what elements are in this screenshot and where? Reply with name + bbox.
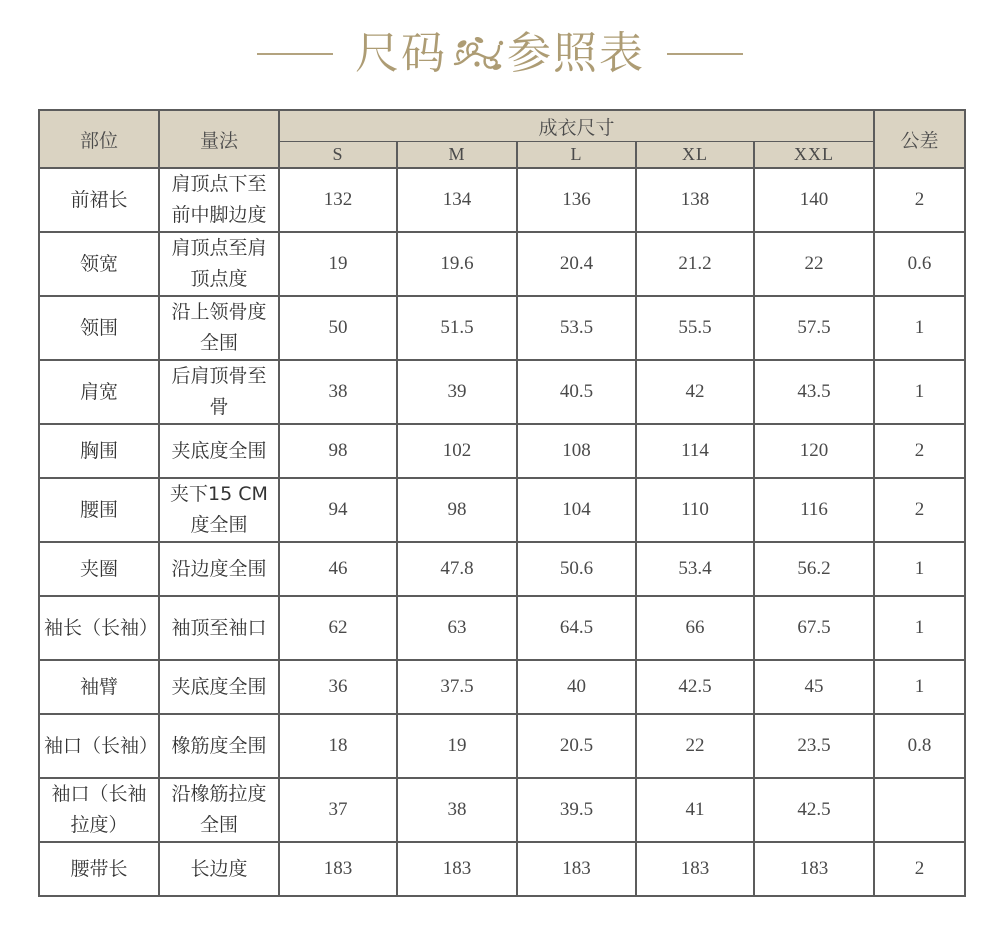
- tolerance-cell: 2: [874, 424, 965, 478]
- size-value-cell: 50.6: [517, 542, 636, 596]
- size-value-cell: 183: [279, 842, 397, 896]
- size-value-cell: 64.5: [517, 596, 636, 660]
- part-cell: 肩宽: [39, 360, 159, 424]
- title-divider-right: [667, 53, 743, 55]
- method-cell: 沿边度全围: [159, 542, 279, 596]
- size-value-cell: 116: [754, 478, 874, 542]
- tolerance-cell: 2: [874, 168, 965, 232]
- table-row: [39, 542, 965, 596]
- size-value-cell: 23.5: [754, 714, 874, 778]
- size-value-cell: 42.5: [636, 660, 754, 714]
- table-row: [39, 714, 965, 778]
- size-header-m: M: [397, 142, 517, 169]
- size-value-cell: 45: [754, 660, 874, 714]
- size-value-cell: 38: [279, 360, 397, 424]
- size-value-cell: 134: [397, 168, 517, 232]
- size-value-cell: 46: [279, 542, 397, 596]
- part-cell: 腰带长: [39, 842, 159, 896]
- size-value-cell: 19: [397, 714, 517, 778]
- tolerance-cell: 2: [874, 842, 965, 896]
- tolerance-cell: 2: [874, 478, 965, 542]
- method-cell: 夹底度全围: [159, 660, 279, 714]
- table-body: [39, 168, 965, 896]
- method-cell: 沿上领骨度全围: [159, 296, 279, 360]
- table-row: [39, 360, 965, 424]
- table-row: [39, 778, 965, 842]
- size-value-cell: 140: [754, 168, 874, 232]
- tolerance-cell: 1: [874, 296, 965, 360]
- size-value-cell: 40.5: [517, 360, 636, 424]
- part-cell: 前裙长: [39, 168, 159, 232]
- size-value-cell: 19: [279, 232, 397, 296]
- size-value-cell: 94: [279, 478, 397, 542]
- method-cell: 沿橡筋拉度全围: [159, 778, 279, 842]
- title-divider-left: [257, 53, 333, 55]
- size-value-cell: 40: [517, 660, 636, 714]
- size-value-cell: 37.5: [397, 660, 517, 714]
- table-row: [39, 660, 965, 714]
- floral-swirl-icon: [449, 34, 505, 74]
- method-cell: 后肩顶骨至骨: [159, 360, 279, 424]
- table-row: [39, 478, 965, 542]
- size-value-cell: 66: [636, 596, 754, 660]
- title-right-text: 参照表: [507, 28, 645, 79]
- size-value-cell: 98: [279, 424, 397, 478]
- part-cell: 袖口（长袖）: [39, 714, 159, 778]
- table-header: [39, 110, 965, 168]
- size-value-cell: 136: [517, 168, 636, 232]
- size-value-cell: 36: [279, 660, 397, 714]
- size-value-cell: 41: [636, 778, 754, 842]
- table-row: [39, 168, 965, 232]
- size-value-cell: 43.5: [754, 360, 874, 424]
- size-value-cell: 20.4: [517, 232, 636, 296]
- size-value-cell: 22: [636, 714, 754, 778]
- part-cell: 袖臂: [39, 660, 159, 714]
- size-value-cell: 104: [517, 478, 636, 542]
- size-header-l: L: [517, 142, 636, 169]
- size-value-cell: 42: [636, 360, 754, 424]
- size-value-cell: 42.5: [754, 778, 874, 842]
- size-chart-table: [38, 109, 966, 897]
- tolerance-cell: 0.8: [874, 714, 965, 778]
- part-cell: 袖长（长袖）: [39, 596, 159, 660]
- size-value-cell: 20.5: [517, 714, 636, 778]
- size-value-cell: 183: [754, 842, 874, 896]
- size-value-cell: 67.5: [754, 596, 874, 660]
- part-cell: 袖口（长袖拉度）: [39, 778, 159, 842]
- col-header-method: 量法: [159, 110, 279, 168]
- size-value-cell: 56.2: [754, 542, 874, 596]
- tolerance-cell: 1: [874, 360, 965, 424]
- table-row: [39, 596, 965, 660]
- table-row: [39, 842, 965, 896]
- size-header-xl: XL: [636, 142, 754, 169]
- size-value-cell: 19.6: [397, 232, 517, 296]
- tolerance-cell: [874, 778, 965, 842]
- col-header-tolerance: 公差: [874, 110, 965, 168]
- part-cell: 夹圈: [39, 542, 159, 596]
- method-cell: 长边度: [159, 842, 279, 896]
- size-value-cell: 21.2: [636, 232, 754, 296]
- size-value-cell: 183: [517, 842, 636, 896]
- method-cell: 袖顶至袖口: [159, 596, 279, 660]
- size-value-cell: 183: [397, 842, 517, 896]
- part-cell: 领围: [39, 296, 159, 360]
- method-cell: 夹下15 CM度全围: [159, 478, 279, 542]
- page-title: [355, 28, 645, 79]
- size-value-cell: 55.5: [636, 296, 754, 360]
- size-header-xxl: XXL: [754, 142, 874, 169]
- part-cell: 领宽: [39, 232, 159, 296]
- size-value-cell: 138: [636, 168, 754, 232]
- size-value-cell: 108: [517, 424, 636, 478]
- size-value-cell: 98: [397, 478, 517, 542]
- size-value-cell: 51.5: [397, 296, 517, 360]
- size-value-cell: 39.5: [517, 778, 636, 842]
- table-row: [39, 296, 965, 360]
- tolerance-cell: 0.6: [874, 232, 965, 296]
- method-cell: 橡筋度全围: [159, 714, 279, 778]
- title-left-text: 尺码: [355, 28, 447, 79]
- size-value-cell: 39: [397, 360, 517, 424]
- tolerance-cell: 1: [874, 660, 965, 714]
- size-value-cell: 110: [636, 478, 754, 542]
- col-header-garment-size: 成衣尺寸: [279, 110, 874, 142]
- size-value-cell: 53.5: [517, 296, 636, 360]
- size-value-cell: 18: [279, 714, 397, 778]
- size-value-cell: 22: [754, 232, 874, 296]
- col-header-part: 部位: [39, 110, 159, 168]
- page-title-bar: [0, 22, 1000, 86]
- size-value-cell: 114: [636, 424, 754, 478]
- method-cell: 夹底度全围: [159, 424, 279, 478]
- method-cell: 肩顶点至肩顶点度: [159, 232, 279, 296]
- size-value-cell: 120: [754, 424, 874, 478]
- size-value-cell: 57.5: [754, 296, 874, 360]
- table-row: [39, 424, 965, 478]
- size-value-cell: 50: [279, 296, 397, 360]
- tolerance-cell: 1: [874, 542, 965, 596]
- size-value-cell: 38: [397, 778, 517, 842]
- size-value-cell: 37: [279, 778, 397, 842]
- method-cell: 肩顶点下至前中脚边度: [159, 168, 279, 232]
- size-value-cell: 102: [397, 424, 517, 478]
- tolerance-cell: 1: [874, 596, 965, 660]
- part-cell: 胸围: [39, 424, 159, 478]
- part-cell: 腰围: [39, 478, 159, 542]
- table-row: [39, 232, 965, 296]
- size-value-cell: 63: [397, 596, 517, 660]
- size-value-cell: 183: [636, 842, 754, 896]
- size-value-cell: 62: [279, 596, 397, 660]
- size-header-s: S: [279, 142, 397, 169]
- size-value-cell: 53.4: [636, 542, 754, 596]
- size-value-cell: 132: [279, 168, 397, 232]
- size-value-cell: 47.8: [397, 542, 517, 596]
